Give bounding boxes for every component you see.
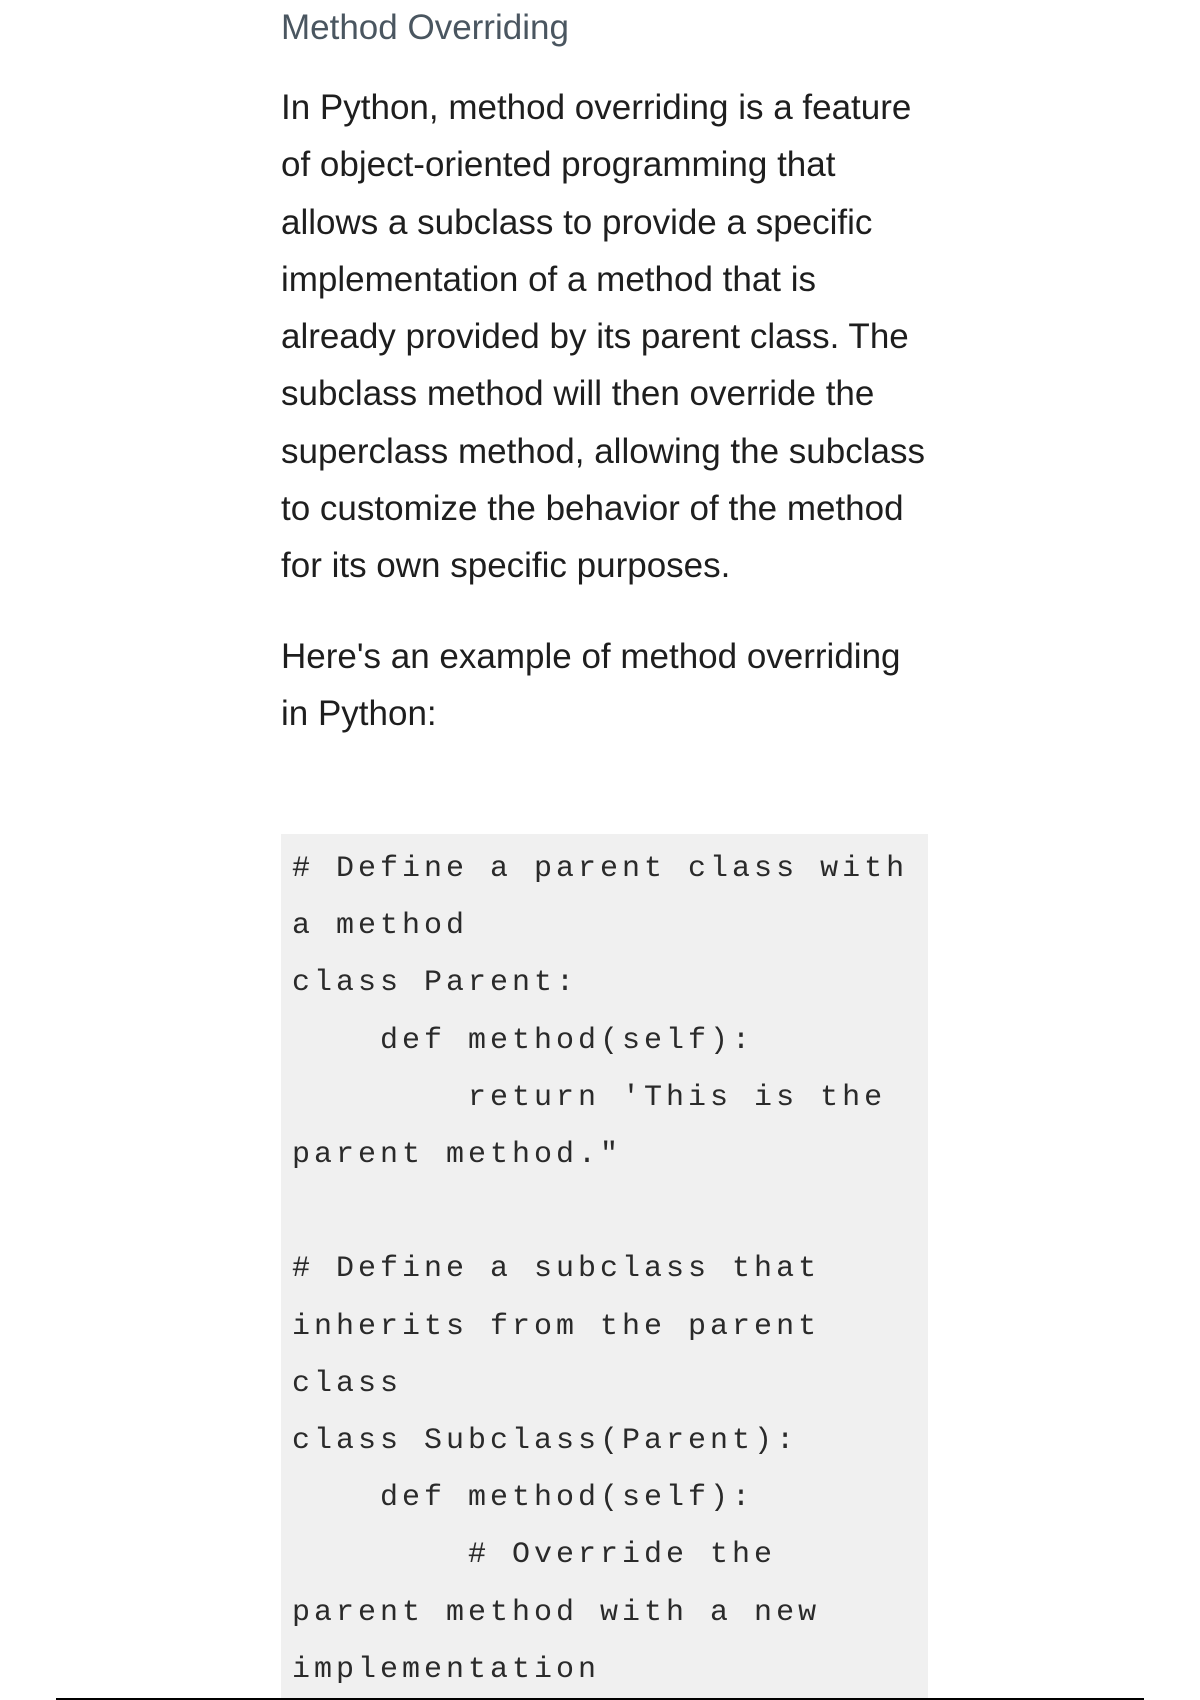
code-line: # Define a parent class with [292,852,909,886]
article-content [281,0,929,742]
code-block [281,834,928,1700]
code-line: # Define a subclass that [292,1252,821,1287]
intro-paragraph: In Python, method overriding is a feature of object-oriented programming that allows a subclass to provide a specific implementation of a method that is already provided by its parent class. The subclass method will then override the superclass method, allowing the subclass to customize the behavior of the method for its own specific purposes. [281,88,925,586]
code-text [281,834,928,1699]
code-line: class Subclass(Parent): [292,1424,799,1459]
code-line: return 'This is the [292,1080,887,1115]
code-line: parent method with a new [292,1595,821,1630]
code-line: class Parent: [292,966,579,1001]
code-line: def method(self): [292,1481,755,1516]
code-line: a method [292,909,469,944]
example-intro-paragraph: Here's an example of method overriding in Python: [281,636,901,733]
code-line: implementation [292,1652,601,1687]
code-line: class [292,1366,403,1401]
code-line: parent method." [292,1138,623,1173]
section-heading: Method Overriding [281,8,569,47]
code-line: def method(self): [292,1023,755,1058]
code-line: inherits from the parent [292,1309,821,1344]
code-line: # Override the [292,1538,777,1573]
